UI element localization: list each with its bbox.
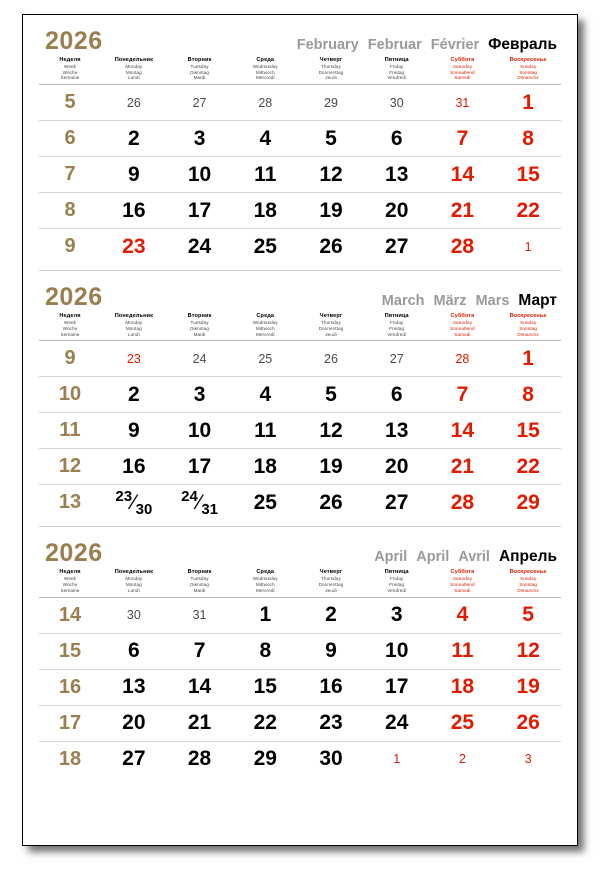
weekday-header-line: Donnerstag — [318, 325, 344, 331]
weekday-header-line: Четверг — [319, 569, 343, 576]
weekday-header-line: Monday — [125, 63, 143, 69]
day-cell[interactable]: 26 — [319, 234, 343, 258]
weekday-header-1 — [101, 568, 167, 593]
day-cell[interactable]: 3 — [193, 126, 206, 150]
day-cell[interactable]: 11 — [254, 418, 277, 442]
day-cell[interactable]: 26 — [324, 351, 338, 366]
week-row — [39, 341, 561, 377]
day-cell[interactable]: 8 — [522, 382, 534, 406]
day-cell[interactable]: 1 — [522, 90, 534, 114]
week-header-line: Woche — [62, 69, 78, 75]
weekday-header-7 — [495, 568, 561, 593]
weekday-header-line: Пятница — [384, 57, 409, 63]
day-cell[interactable]: 19 — [319, 454, 343, 478]
month-header — [39, 281, 561, 312]
day-cell[interactable]: 26 — [319, 490, 343, 514]
day-cell[interactable]: 30 — [389, 95, 404, 110]
day-cell[interactable]: 1 — [393, 752, 401, 767]
weekday-header-5 — [364, 312, 430, 337]
weekday-header-line: Суббота — [450, 313, 475, 320]
weekday-header-line: Wednesday — [252, 320, 278, 326]
day-cell[interactable]: 9 — [128, 162, 140, 186]
year-label: 2026 — [45, 539, 103, 568]
weekday-header-line: Dienstag — [190, 582, 210, 588]
weekday-header-6 — [430, 312, 496, 337]
weekday-header-line: Dienstag — [190, 325, 210, 331]
week-row — [39, 449, 561, 485]
weekday-header-line: Monday — [125, 576, 143, 582]
weekday-header-line: Sunday — [520, 576, 537, 582]
weekday-header-line: Dimanche — [517, 75, 539, 81]
weekday-header-line: Montag — [125, 325, 142, 331]
week-number: 11 — [59, 419, 81, 442]
week-number-header — [39, 56, 101, 81]
week-header-line: Woche — [62, 325, 78, 331]
week-header-line: Semaine — [60, 75, 80, 81]
month-name: March — [381, 292, 425, 309]
weekday-header-line: Sonntag — [519, 582, 538, 588]
day-cell[interactable]: 6 — [390, 126, 403, 150]
day-cell[interactable]: 25 — [450, 711, 475, 735]
double-date — [181, 488, 218, 518]
month-name: Februar — [367, 36, 422, 53]
day-cell[interactable]: 13 — [122, 675, 146, 699]
weekday-header-line: Samedi — [454, 75, 471, 81]
day-cell[interactable]: 8 — [522, 126, 534, 150]
day-cell[interactable]: 28 — [455, 351, 470, 366]
weekday-header-line: Вторник — [187, 57, 212, 63]
weekday-header-line: Thursday — [321, 320, 341, 326]
day-cell[interactable] — [101, 488, 167, 518]
week-number: 8 — [64, 199, 76, 222]
week-row — [39, 598, 561, 634]
weekday-header-line: Суббота — [450, 57, 475, 63]
weekday-header-line: Thursday — [321, 576, 341, 582]
week-number: 15 — [58, 639, 82, 662]
month-block — [39, 15, 561, 264]
week-row — [39, 377, 561, 413]
weekday-header-line: Jeudi — [325, 587, 337, 593]
week-number: 17 — [58, 711, 82, 734]
weekday-header-line: Freitag — [389, 582, 405, 588]
weekday-header-line: Mercredi — [255, 587, 275, 593]
day-cell[interactable]: 3 — [390, 603, 403, 627]
month-name: Février — [430, 36, 480, 53]
day-cell[interactable]: 11 — [254, 162, 277, 186]
year-label: 2026 — [45, 27, 103, 55]
weekday-header-3 — [232, 312, 298, 337]
week-number: 5 — [64, 91, 76, 114]
weekday-header-line: Sonntag — [519, 69, 538, 75]
weekday-header-2 — [167, 56, 233, 81]
week-number: 18 — [58, 747, 82, 770]
week-row — [39, 413, 561, 449]
week-number: 7 — [64, 163, 76, 186]
day-cell[interactable]: 18 — [253, 454, 277, 478]
weekday-header-4 — [298, 312, 364, 337]
weekday-header-line: Lundi — [127, 75, 140, 81]
month-name: Mars — [475, 292, 510, 309]
month-name: Февраль — [488, 35, 557, 53]
week-header-line: Неделя — [59, 569, 81, 576]
day-cell[interactable]: 11 — [451, 639, 474, 663]
weekday-header-line: Sunday — [520, 320, 537, 326]
day-cell[interactable]: 12 — [516, 639, 540, 663]
weekday-header-5 — [364, 56, 430, 81]
weekday-header-line: Sunday — [520, 63, 537, 69]
month-name: Март — [518, 291, 557, 309]
day-cell[interactable]: 31 — [455, 95, 470, 110]
weekday-header-4 — [298, 56, 364, 81]
month-name: February — [296, 36, 359, 53]
weekday-header-line: Среда — [256, 569, 275, 576]
weekday-header-line: Пятница — [384, 313, 409, 320]
day-cell[interactable]: 19 — [516, 675, 540, 699]
month-name: Апрель — [498, 547, 557, 565]
weekday-header-line: Mercredi — [255, 75, 275, 81]
double-date-slash: ⁄ — [132, 490, 136, 514]
week-number: 6 — [64, 127, 76, 150]
weekday-header-2 — [167, 568, 233, 593]
day-cell[interactable]: 17 — [187, 198, 212, 222]
weekday-header-line: Samedi — [454, 587, 471, 593]
weekday-header-row — [39, 56, 561, 85]
weekday-header-7 — [495, 312, 561, 337]
weekday-header-line: Wednesday — [252, 576, 278, 582]
weekday-header-line: Среда — [256, 313, 275, 320]
month-header — [39, 25, 561, 56]
week-header-line: Week — [63, 63, 77, 69]
double-date-first: 24 — [181, 487, 198, 505]
day-cell[interactable]: 15 — [516, 162, 540, 186]
day-cell[interactable]: 20 — [385, 454, 409, 478]
day-cell[interactable]: 21 — [450, 198, 475, 222]
weekday-header-line: Donnerstag — [318, 582, 344, 588]
week-number: 12 — [58, 455, 82, 478]
day-cell[interactable]: 30 — [126, 608, 141, 623]
weekday-header-line: Saturday — [452, 63, 473, 69]
weekday-header-line: Montag — [125, 582, 142, 588]
day-cell[interactable]: 23 — [319, 711, 343, 735]
weekday-header-line: Mittwoch — [255, 325, 275, 331]
day-cell[interactable]: 22 — [516, 454, 540, 478]
day-cell[interactable]: 26 — [126, 95, 141, 110]
month-header — [39, 537, 561, 568]
month-block — [39, 270, 561, 520]
day-cell[interactable]: 29 — [253, 747, 277, 771]
double-date-second: 30 — [135, 500, 153, 518]
weekday-header-line: Monday — [125, 320, 143, 326]
day-cell[interactable]: 29 — [516, 490, 540, 514]
week-row — [39, 742, 561, 777]
week-row — [39, 706, 561, 742]
month-name: Avril — [458, 548, 490, 565]
weekday-header-line: Tuesday — [190, 63, 209, 69]
weekday-header-line: Friday — [390, 576, 404, 582]
day-cell[interactable]: 22 — [516, 198, 540, 222]
day-cell[interactable]: 13 — [385, 162, 409, 186]
weekday-header-line: Vendredi — [387, 331, 407, 337]
weekday-header-line: Mercredi — [255, 331, 275, 337]
day-cell[interactable]: 10 — [187, 418, 212, 442]
weekday-header-line: Dienstag — [190, 69, 210, 75]
double-date-second: 31 — [201, 500, 218, 518]
weekday-header-line: Thursday — [321, 63, 341, 69]
day-cell[interactable]: 19 — [319, 198, 343, 222]
day-cell[interactable]: 13 — [385, 418, 409, 442]
day-cell[interactable]: 2 — [128, 126, 140, 150]
weekday-header-line: Четверг — [319, 57, 343, 63]
weekday-header-line: Montag — [125, 69, 142, 75]
weekday-header-line: Saturday — [452, 320, 473, 326]
weekday-header-line: Понедельник — [114, 569, 153, 576]
weekday-header-line: Mittwoch — [255, 582, 275, 588]
week-header-line: Week — [63, 320, 77, 326]
weekday-header-line: Wednesday — [252, 63, 278, 69]
weekday-header-line: Среда — [256, 57, 275, 63]
week-header-line: Semaine — [60, 331, 80, 337]
weekday-header-line: Lundi — [127, 587, 140, 593]
weekday-header-1 — [101, 56, 167, 81]
weekday-header-2 — [167, 312, 233, 337]
week-number: 13 — [58, 491, 82, 514]
month-name: April — [374, 548, 408, 565]
weekday-header-line: Jeudi — [325, 331, 337, 337]
month-name-group — [374, 549, 557, 567]
day-cell[interactable]: 1 — [522, 346, 534, 370]
weekday-header-4 — [298, 568, 364, 593]
week-row — [39, 485, 561, 520]
week-row — [39, 157, 561, 193]
day-cell[interactable] — [167, 488, 233, 518]
month-name-group — [382, 293, 557, 311]
day-cell[interactable]: 20 — [385, 198, 409, 222]
day-cell[interactable]: 8 — [259, 639, 272, 663]
day-cell[interactable]: 9 — [128, 418, 140, 442]
weekday-header-3 — [232, 56, 298, 81]
day-cell[interactable]: 23 — [126, 351, 141, 366]
day-cell[interactable]: 24 — [385, 711, 409, 735]
day-cell[interactable]: 28 — [450, 234, 475, 258]
day-cell[interactable]: 27 — [385, 490, 409, 514]
weekday-header-line: Вторник — [187, 313, 212, 320]
weekday-header-line: Воскресенье — [509, 313, 547, 320]
double-date-first: 23 — [115, 487, 133, 505]
weekday-header-7 — [495, 56, 561, 81]
weekday-header-row — [39, 568, 561, 597]
day-cell[interactable]: 14 — [187, 675, 212, 699]
weekday-header-line: Donnerstag — [318, 69, 344, 75]
weekday-header-line: Суббота — [450, 569, 475, 576]
day-cell[interactable]: 1 — [259, 603, 272, 627]
weekday-header-line: Sonntag — [519, 325, 538, 331]
day-cell[interactable]: 24 — [187, 234, 212, 258]
weekday-header-line: Понедельник — [114, 313, 153, 320]
day-cell[interactable]: 7 — [456, 126, 469, 150]
day-cell[interactable]: 14 — [450, 162, 475, 186]
weekday-header-line: Tuesday — [190, 320, 209, 326]
day-cell[interactable]: 30 — [319, 747, 343, 771]
calendar-sheet — [22, 14, 578, 846]
day-cell[interactable]: 3 — [524, 752, 532, 767]
day-cell[interactable]: 4 — [456, 603, 469, 627]
month-name-group — [297, 37, 557, 55]
week-row — [39, 670, 561, 706]
weekday-header-line: Sonnabend — [450, 325, 475, 331]
day-cell[interactable]: 4 — [259, 126, 272, 150]
day-cell[interactable]: 1 — [524, 239, 532, 254]
weekday-header-line: Freitag — [389, 325, 405, 331]
double-date — [115, 488, 152, 518]
weekday-header-line: Vendredi — [387, 75, 407, 81]
weekday-header-1 — [101, 312, 167, 337]
weekday-header-line: Пятница — [384, 569, 409, 576]
day-cell[interactable]: 29 — [324, 95, 338, 110]
day-cell[interactable]: 9 — [325, 639, 337, 663]
week-header-line: Неделя — [59, 313, 81, 320]
weekday-header-line: Sonnabend — [450, 582, 475, 588]
weekday-header-line: Mittwoch — [255, 69, 275, 75]
weekday-header-line: Vendredi — [387, 587, 407, 593]
day-cell[interactable]: 28 — [258, 95, 273, 110]
day-cell[interactable]: 10 — [187, 162, 212, 186]
day-cell[interactable]: 5 — [325, 126, 337, 150]
weekday-header-line: Friday — [390, 320, 404, 326]
weekday-header-line: Freitag — [389, 69, 405, 75]
week-row — [39, 193, 561, 229]
weekday-header-5 — [364, 568, 430, 593]
day-cell[interactable]: 25 — [253, 490, 277, 514]
day-cell[interactable]: 12 — [319, 162, 343, 186]
day-cell[interactable]: 16 — [319, 675, 343, 699]
week-header-line: Semaine — [60, 587, 80, 593]
day-cell[interactable]: 5 — [522, 603, 534, 627]
week-number: 9 — [64, 347, 76, 370]
day-cell[interactable]: 3 — [193, 382, 206, 406]
weekday-header-6 — [430, 56, 496, 81]
day-cell[interactable]: 16 — [122, 198, 146, 222]
day-cell[interactable]: 27 — [389, 351, 404, 366]
week-number: 9 — [64, 235, 76, 258]
day-cell[interactable]: 21 — [187, 711, 212, 735]
day-cell[interactable]: 20 — [122, 711, 146, 735]
week-number: 16 — [58, 675, 82, 698]
weekday-header-line: Понедельник — [114, 57, 153, 63]
day-cell[interactable]: 25 — [253, 234, 277, 258]
weekday-header-line: Воскресенье — [509, 57, 547, 63]
day-cell[interactable]: 21 — [450, 454, 475, 478]
month-name: April — [416, 548, 450, 565]
weekday-header-3 — [232, 568, 298, 593]
week-row — [39, 121, 561, 157]
weekday-header-line: Sonnabend — [450, 69, 475, 75]
weekday-header-line: Mardi — [193, 587, 206, 593]
weekday-header-line: Tuesday — [190, 576, 209, 582]
weekday-header-line: Четверг — [319, 313, 343, 320]
week-header-line: Неделя — [59, 57, 81, 63]
week-row — [39, 85, 561, 121]
day-cell[interactable]: 10 — [385, 639, 409, 663]
weekday-header-line: Samedi — [454, 331, 471, 337]
month-block — [39, 526, 561, 776]
day-cell[interactable]: 27 — [385, 234, 409, 258]
weekday-header-line: Saturday — [452, 576, 473, 582]
day-cell[interactable]: 2 — [458, 752, 466, 767]
day-cell[interactable]: 24 — [192, 351, 207, 366]
day-cell[interactable]: 26 — [516, 711, 540, 735]
day-cell[interactable]: 6 — [390, 382, 403, 406]
day-cell[interactable]: 28 — [450, 490, 475, 514]
weekday-header-line: Воскресенье — [509, 569, 547, 576]
day-cell[interactable]: 14 — [450, 418, 475, 442]
weekday-header-line: Jeudi — [325, 75, 337, 81]
day-cell[interactable]: 12 — [319, 418, 343, 442]
weekday-header-line: Dimanche — [517, 587, 539, 593]
weekday-header-6 — [430, 568, 496, 593]
day-cell[interactable]: 17 — [385, 675, 409, 699]
week-number: 10 — [58, 383, 82, 406]
week-header-line: Week — [63, 576, 77, 582]
day-cell[interactable]: 16 — [122, 454, 146, 478]
weekday-header-line: Mardi — [193, 331, 206, 337]
month-name: März — [433, 292, 467, 309]
day-cell[interactable]: 7 — [193, 639, 206, 663]
week-number: 14 — [58, 603, 82, 626]
year-label: 2026 — [45, 283, 103, 312]
day-cell[interactable]: 2 — [128, 382, 140, 406]
day-cell[interactable]: 27 — [122, 747, 146, 771]
week-row — [39, 634, 561, 670]
weekday-header-line: Lundi — [127, 331, 140, 337]
day-cell[interactable]: 27 — [192, 95, 207, 110]
week-header-line: Woche — [62, 582, 78, 588]
day-cell[interactable]: 22 — [253, 711, 277, 735]
day-cell[interactable]: 31 — [192, 608, 207, 623]
weekday-header-row — [39, 312, 561, 341]
day-cell[interactable]: 6 — [128, 639, 140, 663]
day-cell[interactable]: 7 — [456, 382, 469, 406]
day-cell[interactable]: 28 — [187, 747, 212, 771]
day-cell[interactable]: 23 — [122, 234, 146, 258]
day-cell[interactable]: 18 — [253, 198, 277, 222]
double-date-slash: ⁄ — [197, 490, 202, 514]
day-cell[interactable]: 15 — [516, 418, 540, 442]
week-row — [39, 229, 561, 264]
day-cell[interactable]: 4 — [259, 382, 272, 406]
day-cell[interactable]: 15 — [253, 675, 277, 699]
day-cell[interactable]: 25 — [258, 351, 273, 366]
day-cell[interactable]: 5 — [325, 382, 337, 406]
day-cell[interactable]: 17 — [187, 454, 212, 478]
week-number-header — [39, 568, 101, 593]
weekday-header-line: Friday — [390, 63, 404, 69]
day-cell[interactable]: 2 — [325, 603, 337, 627]
week-number-header — [39, 312, 101, 337]
weekday-header-line: Вторник — [187, 569, 212, 576]
weekday-header-line: Dimanche — [517, 331, 539, 337]
day-cell[interactable]: 18 — [450, 675, 475, 699]
weekday-header-line: Mardi — [193, 75, 206, 81]
